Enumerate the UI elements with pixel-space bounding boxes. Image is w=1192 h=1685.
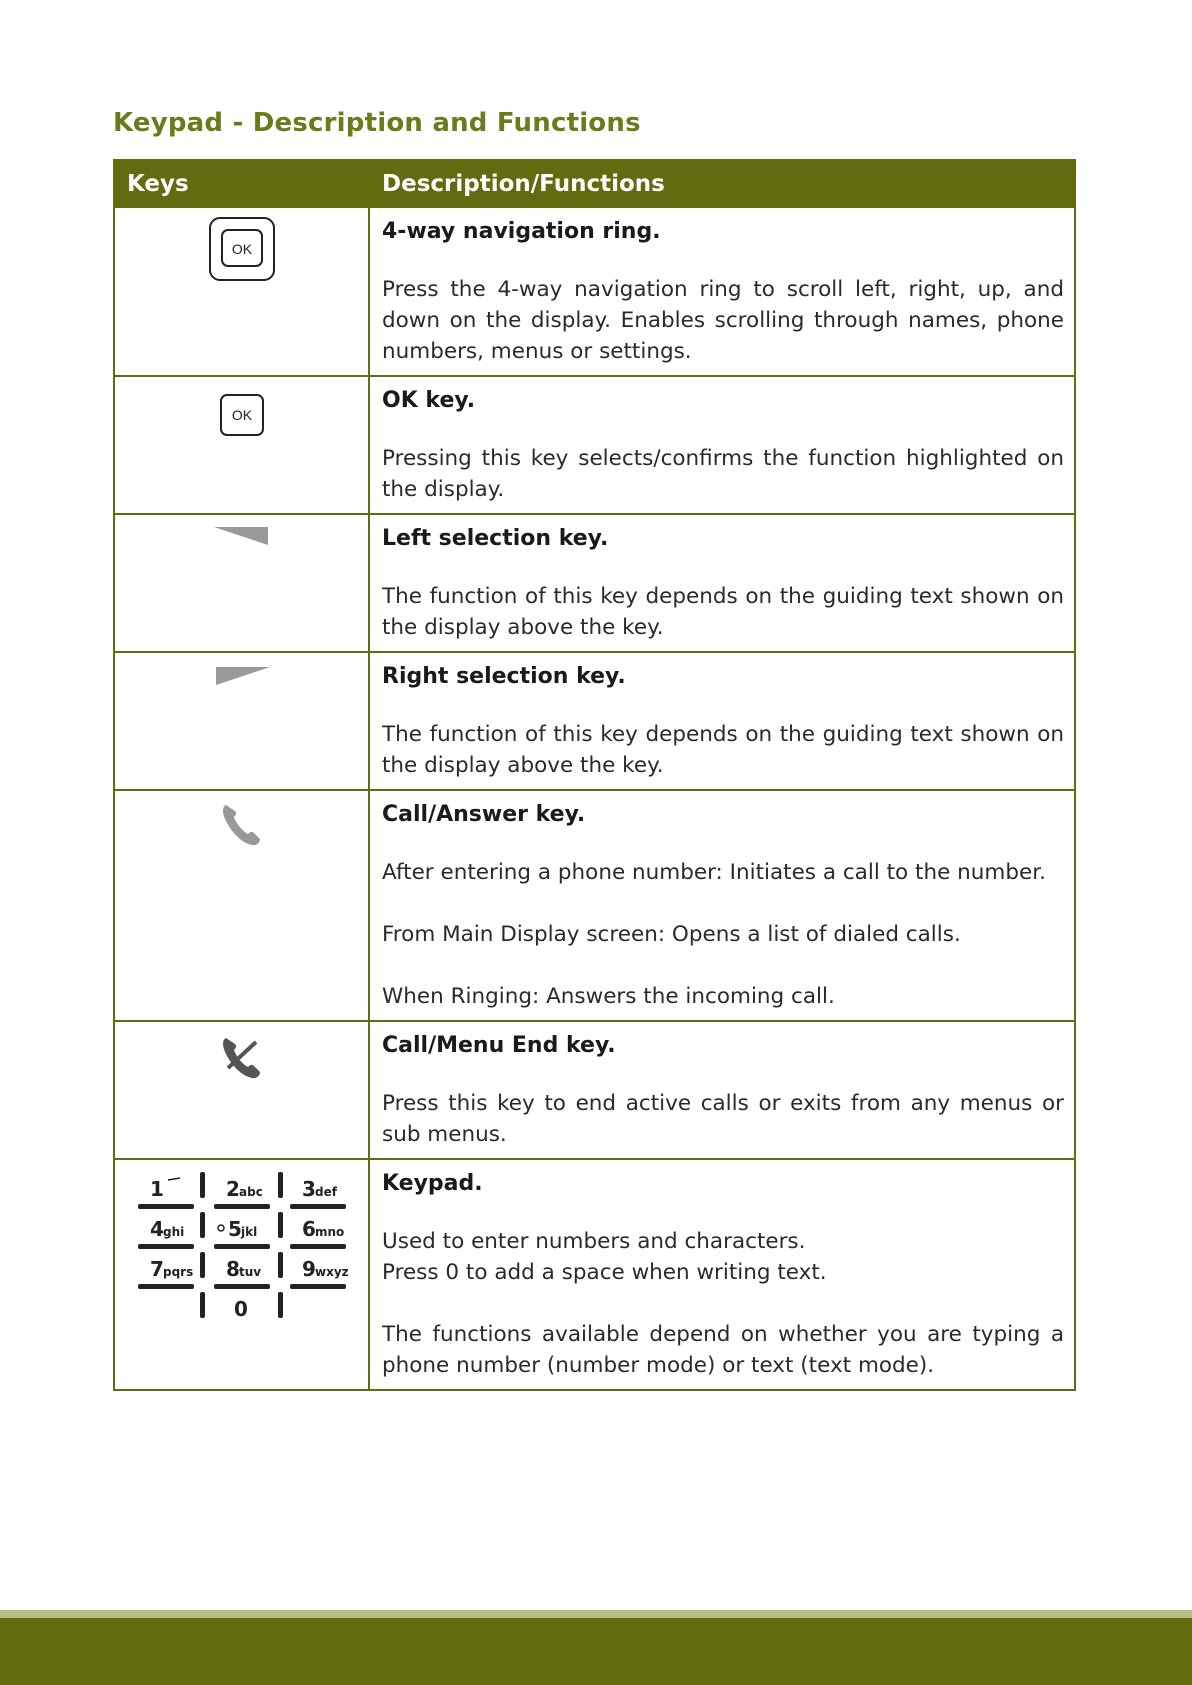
svg-text:def: def bbox=[314, 1185, 337, 1199]
svg-text:3: 3 bbox=[301, 1177, 316, 1201]
row-text: Press this key to end active calls or exits from any menus or sub menus. bbox=[382, 1091, 1064, 1147]
call-end-icon bbox=[220, 1034, 264, 1084]
svg-text:OK: OK bbox=[231, 407, 252, 423]
key-cell bbox=[114, 1159, 369, 1390]
navigation-ring-icon bbox=[208, 216, 276, 286]
row-text: The function of this key depends on the guiding text shown on the display above the key. bbox=[382, 722, 1064, 778]
svg-text:1: 1 bbox=[149, 1177, 164, 1201]
table-row bbox=[114, 207, 1075, 376]
row-text: Press 0 to add a space when writing text. bbox=[382, 1260, 827, 1285]
description-cell bbox=[369, 790, 1075, 1021]
keys-table bbox=[113, 159, 1076, 1391]
key-cell bbox=[114, 652, 369, 790]
key-cell bbox=[114, 514, 369, 652]
svg-text:9: 9 bbox=[301, 1257, 316, 1281]
key-cell bbox=[114, 207, 369, 376]
row-text: From Main Display screen: Opens a list of dialed calls. bbox=[382, 922, 961, 947]
row-title: Left selection key. bbox=[382, 526, 609, 551]
svg-text:2: 2 bbox=[225, 1177, 240, 1201]
row-title: OK key. bbox=[382, 388, 476, 413]
ok-key-icon bbox=[219, 393, 265, 441]
svg-text:jkl: jkl bbox=[240, 1225, 257, 1239]
svg-text:7: 7 bbox=[149, 1257, 164, 1281]
table-header-row bbox=[114, 160, 1075, 207]
description-cell bbox=[369, 376, 1075, 514]
row-text: The function of this key depends on the guiding text shown on the display above the key. bbox=[382, 584, 1064, 640]
row-title: 4-way navigation ring. bbox=[382, 219, 661, 244]
footer-stripe-light bbox=[0, 1610, 1192, 1618]
svg-text:pqrs: pqrs bbox=[162, 1265, 193, 1279]
description-cell bbox=[369, 1159, 1075, 1390]
svg-text:6: 6 bbox=[301, 1217, 316, 1241]
svg-text:4: 4 bbox=[149, 1217, 164, 1241]
table-row bbox=[114, 514, 1075, 652]
table-row bbox=[114, 1159, 1075, 1390]
right-selection-key-icon bbox=[214, 665, 270, 691]
svg-text:OK: OK bbox=[231, 241, 252, 257]
keypad-icon bbox=[136, 1168, 348, 1332]
svg-text:mno: mno bbox=[314, 1225, 344, 1239]
svg-text:wxyz: wxyz bbox=[314, 1265, 348, 1279]
table-row bbox=[114, 790, 1075, 1021]
table-row bbox=[114, 652, 1075, 790]
svg-text:0: 0 bbox=[233, 1297, 248, 1321]
description-cell bbox=[369, 514, 1075, 652]
row-title: Call/Answer key. bbox=[382, 802, 586, 827]
key-cell bbox=[114, 376, 369, 514]
description-cell bbox=[369, 207, 1075, 376]
call-answer-icon bbox=[220, 801, 264, 851]
svg-text:5: 5 bbox=[227, 1217, 242, 1241]
description-cell bbox=[369, 1021, 1075, 1159]
row-text: The functions available depend on whether you are typing a phone number (number mode) or text (text mode). bbox=[382, 1322, 1064, 1378]
svg-text:tuv: tuv bbox=[238, 1265, 261, 1279]
table-row bbox=[114, 376, 1075, 514]
row-title: Right selection key. bbox=[382, 664, 626, 689]
description-cell bbox=[369, 652, 1075, 790]
svg-text:abc: abc bbox=[238, 1185, 263, 1199]
row-text: Used to enter numbers and characters. bbox=[382, 1229, 806, 1254]
left-selection-key-icon bbox=[214, 525, 270, 551]
svg-text:ghi: ghi bbox=[162, 1225, 184, 1239]
row-text: Pressing this key selects/confirms the function highlighted on the display. bbox=[382, 446, 1064, 502]
footer-band bbox=[0, 1618, 1192, 1685]
page-title: Keypad - Description and Functions bbox=[113, 108, 641, 138]
row-text: Press the 4-way navigation ring to scroll left, right, up, and down on the display. Enables scrolling through names, phone numbers, menus or settings. bbox=[382, 277, 1064, 364]
row-text: When Ringing: Answers the incoming call. bbox=[382, 984, 835, 1009]
row-title: Call/Menu End key. bbox=[382, 1033, 616, 1058]
header-keys: Keys bbox=[114, 160, 369, 207]
row-title: Keypad. bbox=[382, 1171, 483, 1196]
svg-text:8: 8 bbox=[225, 1257, 240, 1281]
row-text: After entering a phone number: Initiates a call to the number. bbox=[382, 860, 1046, 885]
key-cell bbox=[114, 790, 369, 1021]
header-description: Description/Functions bbox=[369, 160, 1075, 207]
table-row bbox=[114, 1021, 1075, 1159]
key-cell bbox=[114, 1021, 369, 1159]
